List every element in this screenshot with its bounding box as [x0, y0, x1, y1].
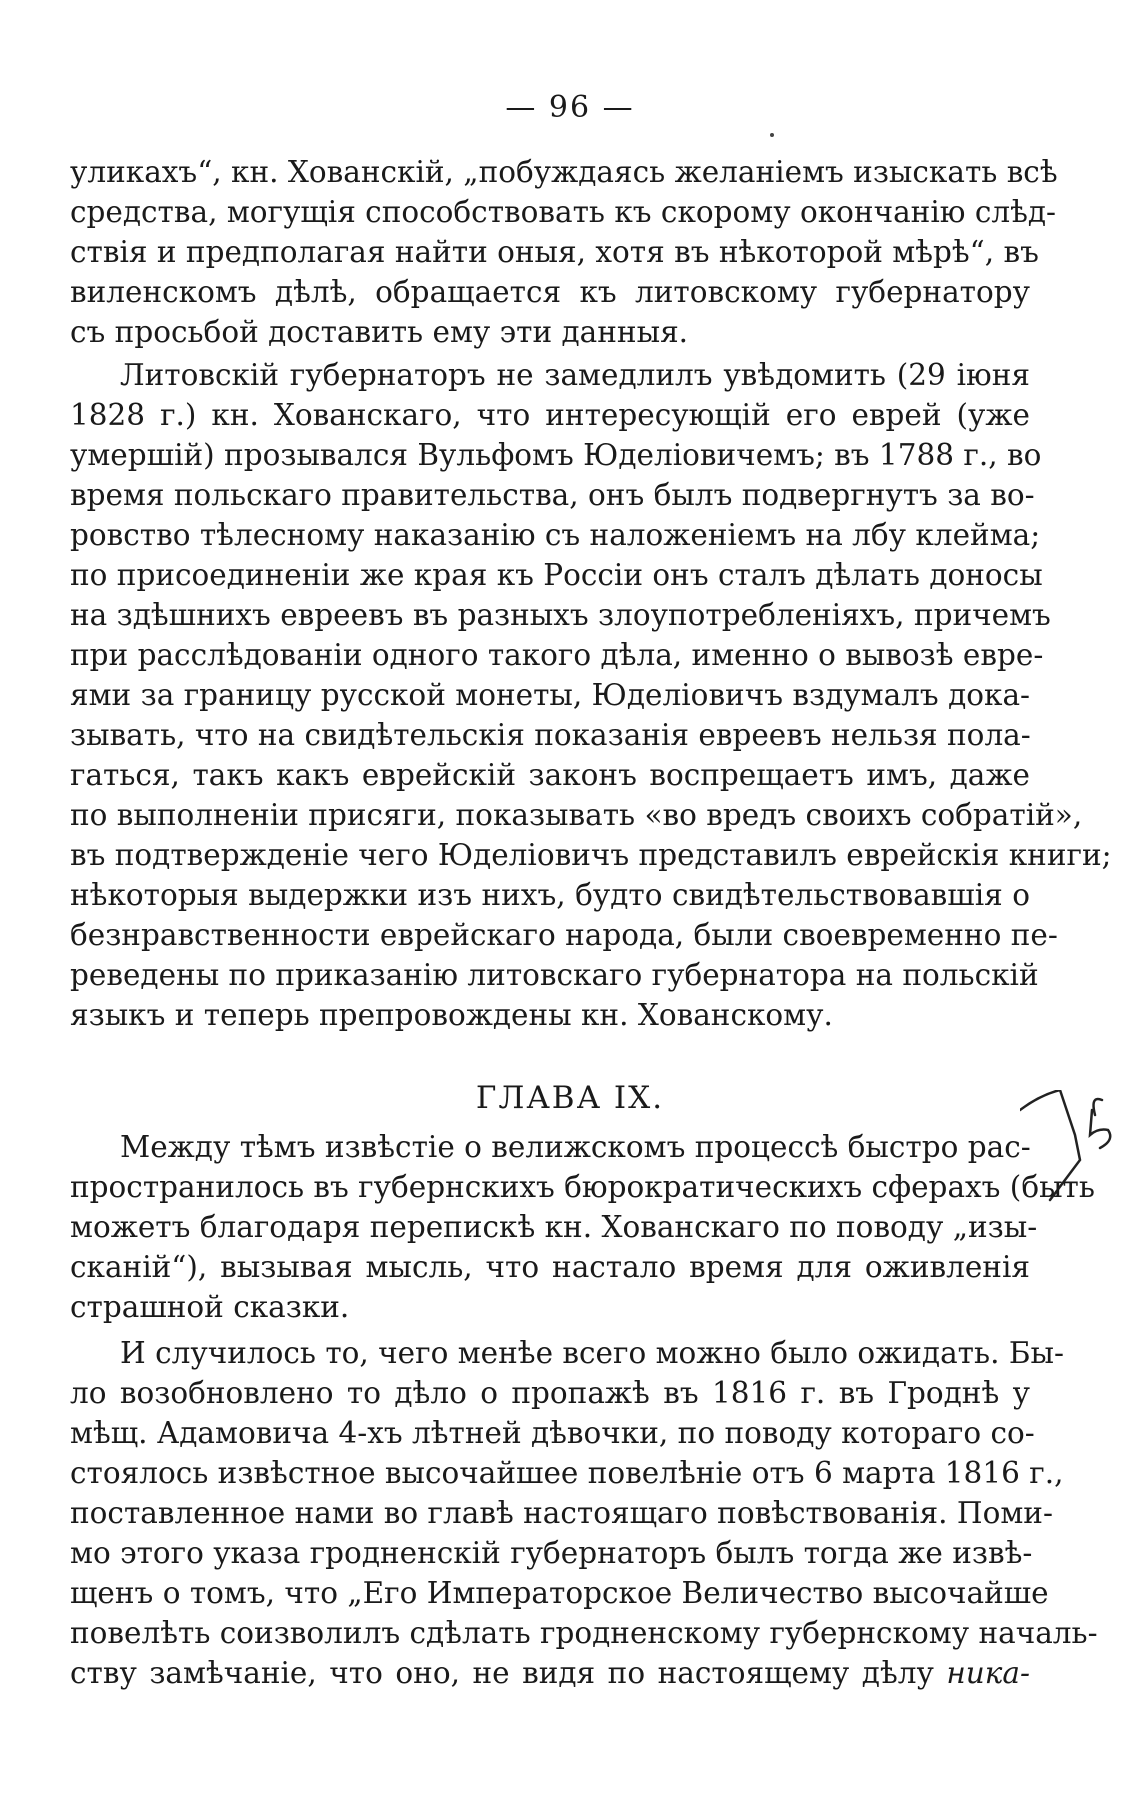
text-line: безнравственности еврейскаго народа, были своевременно пе-: [70, 918, 1058, 952]
text-line: умершій) прозывался Вульфомъ Юделіовичемъ; въ 1788 г., во: [70, 438, 1042, 472]
text-line: ствія и предполагая найти оныя, хотя въ нѣкоторой мѣрѣ“, въ: [70, 235, 1039, 269]
text-line: нѣкоторыя выдержки изъ нихъ, будто свидѣтельствовавшія о: [70, 878, 1030, 912]
chapter-heading: ГЛАВА IX.: [475, 1080, 665, 1116]
text-line: стоялось извѣстное высочайшее повелѣніе отъ 6 марта 1816 г.,: [70, 1456, 1064, 1490]
text-line: пространилось въ губернскихъ бюрократическихъ сферахъ (быть: [70, 1170, 1095, 1204]
text-line: 1828 г.) кн. Хованскаго, что интересующій его еврей (уже: [70, 398, 1030, 432]
text-line: уликахъ“, кн. Хованскій, „побуждаясь желаніемъ изыскать всѣ: [70, 155, 1058, 189]
text-line-last: [70, 1653, 1030, 1693]
text-line: зывать, что на свидѣтельскія показанія евреевъ нельзя пола-: [70, 718, 1031, 752]
text-line: при расслѣдованіи одного такого дѣла, именно о вывозѣ евре-: [70, 638, 1044, 672]
text-line: на здѣшнихъ евреевъ въ разныхъ злоупотребленіяхъ, причемъ: [70, 598, 1051, 632]
text-line: гаться, такъ какъ еврейскій законъ воспрещаетъ имъ, даже: [70, 758, 1030, 792]
text-line: поставленное нами во главѣ настоящаго повѣствованія. Поми-: [70, 1496, 1053, 1530]
text-line: время польскаго правительства, онъ былъ подвергнутъ за во-: [70, 478, 1035, 512]
text-line: ровство тѣлесному наказанію съ наложеніемъ на лбу клейма;: [70, 518, 1041, 552]
text-line: съ просьбой доставить ему эти данныя.: [70, 315, 689, 349]
text-line: средства, могущія способствовать къ скорому окончанію слѣд-: [70, 195, 1057, 229]
text-line: можетъ благодаря перепискѣ кн. Хованскаго по поводу „изы-: [70, 1210, 1038, 1244]
text-line: страшной сказки.: [70, 1290, 350, 1324]
text-line: сканій“), вызывая мысль, что настало время для оживленія: [70, 1250, 1030, 1284]
text-line: въ подтвержденіе чего Юделіовичъ представилъ еврейскія книги;: [70, 838, 1112, 872]
text-line: Литовскій губернаторъ не замедлилъ увѣдомить (29 іюня: [120, 358, 1030, 392]
text-line: реведены по приказанію литовскаго губернатора на польскій: [70, 958, 1039, 992]
text-line: повелѣть соизволилъ сдѣлать гродненскому губернскому началь-: [70, 1616, 1098, 1650]
text-line: по выполненіи присяги, показывать «во вредъ своихъ собратій»,: [70, 798, 1083, 832]
ink-dot: [770, 133, 774, 137]
text-line: Между тѣмъ извѣстіе о велижскомъ процессѣ быстро рас-: [120, 1130, 1031, 1164]
text-line-last-prefix: ству замѣчаніе, что оно, не видя по настоящему дѣлу: [70, 1656, 934, 1690]
text-line: мо этого указа гродненскій губернаторъ былъ тогда же извѣ-: [70, 1536, 1033, 1570]
text-line: виленскомъ дѣлѣ, обращается къ литовскому губернатору: [70, 275, 1030, 309]
text-line-last-italic: ника-: [946, 1656, 1030, 1690]
text-line: ями за границу русской монеты, Юделіовичъ вздумалъ дока-: [70, 678, 1030, 712]
text-line: языкъ и теперь препровождены кн. Хованскому.: [70, 998, 833, 1032]
text-line: щенъ о томъ, что „Его Императорское Величество высочайше: [70, 1576, 1049, 1610]
text-line: И случилось то, чего менѣе всего можно было ожидать. Бы-: [120, 1336, 1064, 1370]
text-line: мѣщ. Адамовича 4-хъ лѣтней дѣвочки, по поводу котораго со-: [70, 1416, 1035, 1450]
text-line: ло возобновлено то дѣло о пропажѣ въ 1816 г. въ Гроднѣ у: [70, 1376, 1030, 1410]
text-line: по присоединеніи же края къ Россіи онъ сталъ дѣлать доносы: [70, 558, 1043, 592]
page-number: — 96 —: [505, 90, 635, 125]
